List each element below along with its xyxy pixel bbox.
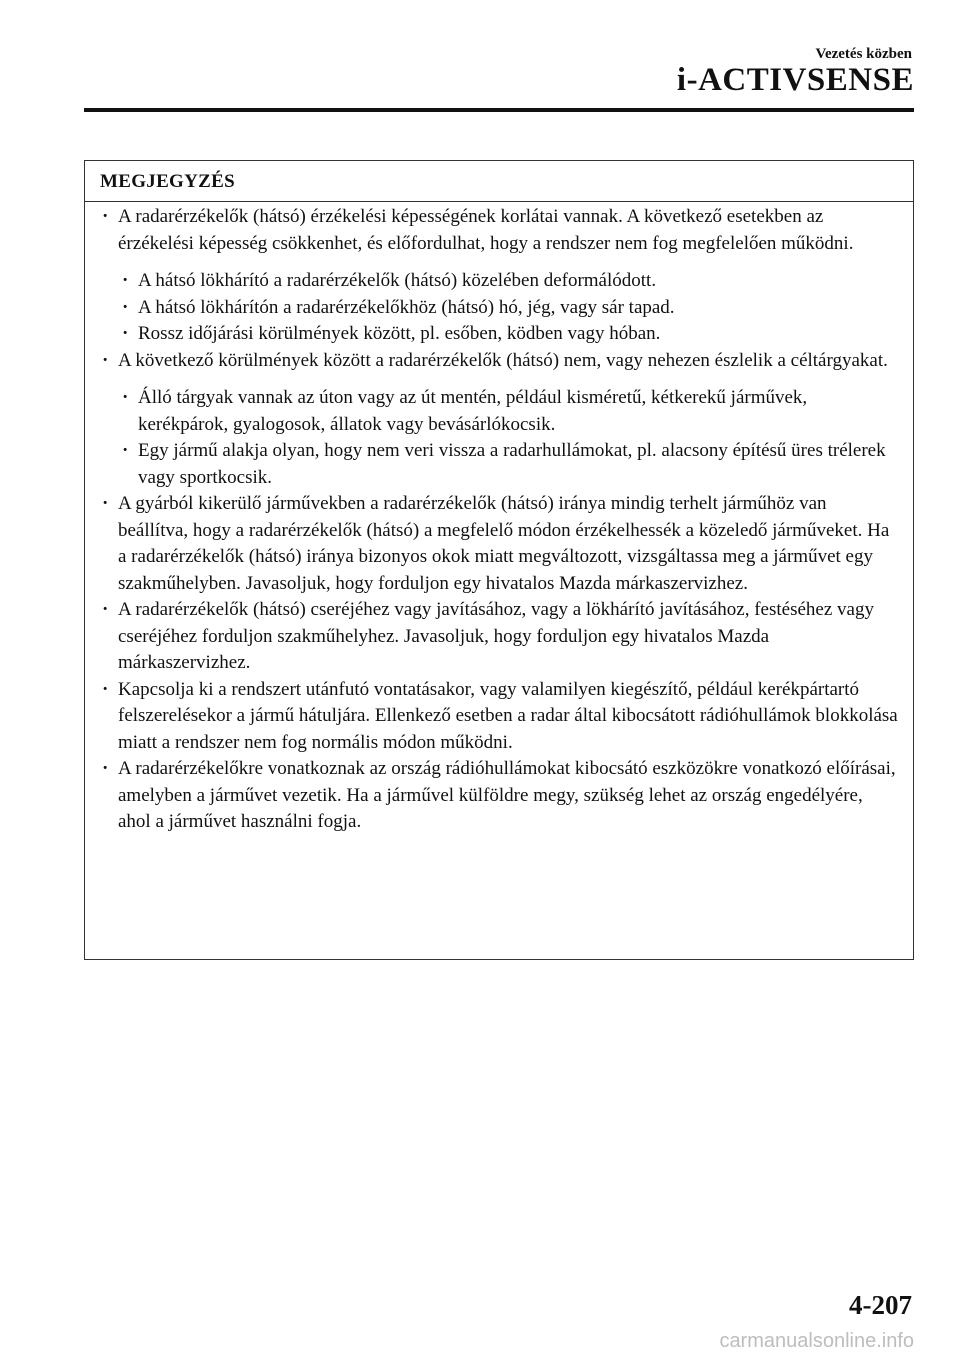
- chapter-title: i-ACTIVSENSE: [676, 62, 914, 98]
- list-item: · A radarérzékelők (hátsó) cseréjéhez vagy javításához, vagy a lökhárító javításához, festéséhez vagy cseréjéhez forduljon szakműhelyhez. Javasoljuk, hogy forduljon egy hivatalos Mazda márkaszervizhez.: [100, 597, 899, 677]
- header-divider: [84, 108, 914, 112]
- list-item: · A következő körülmények között a radarérzékelők (hátsó) nem, vagy nehezen észlelik a céltárgyakat.: [100, 348, 899, 375]
- sub-list-item: · A hátsó lökhárítón a radarérzékelőkhöz (hátsó) hó, jég, vagy sár tapad.: [120, 295, 899, 322]
- page-number: 4-207: [849, 1290, 912, 1320]
- sub-list-item: · A hátsó lökhárító a radarérzékelők (hátsó) közelében deformálódott.: [120, 268, 899, 295]
- note-heading: MEGJEGYZÉS: [85, 161, 913, 202]
- sub-list-item: · Rossz időjárási körülmények között, pl. esőben, ködben vagy hóban.: [120, 321, 899, 348]
- sub-list-item: · Álló tárgyak vannak az úton vagy az út mentén, például kisméretű, kétkerekű járművek, kerékpárok, gyalogosok, állatok vagy bevásárlókocsik.: [120, 385, 899, 438]
- list-item: · A radarérzékelők (hátsó) érzékelési képességének korlátai vannak. A következő esetekben az érzékelési képesség csökkenhet, és előfordulhat, hogy a rendszer nem fog megfelelően működni.: [100, 204, 899, 257]
- note-body: [85, 202, 913, 836]
- section-title: Vezetés közben: [815, 46, 912, 62]
- sub-list-item: · Egy jármű alakja olyan, hogy nem veri vissza a radarhullámokat, pl. alacsony építésű üres trélerek vagy sportkocsik.: [120, 438, 899, 491]
- list-item: · A radarérzékelőkre vonatkoznak az ország rádióhullámokat kibocsátó eszközökre vonatkozó előírásai, amelyben a járművet vezetik. Ha a járművel külföldre megy, szükség lehet az ország engedélyére, ahol a járművet használni fogja.: [100, 756, 899, 836]
- note-box: [84, 160, 914, 960]
- watermark: carmanualsonline.info: [719, 1330, 914, 1352]
- list-item: · A gyárból kikerülő járművekben a radarérzékelők (hátsó) iránya mindig terhelt járműhöz van beállítva, hogy a radarérzékelők (hátsó) a megfelelő módon érzékelhessék a közeledő járműveket. Ha a radarérzékelők (hátsó) iránya bizonyos okok miatt megváltozott, vizsgáltassa meg a járművet egy szakműhelyben. Javasoljuk, hogy forduljon egy hivatalos Mazda márkaszervizhez.: [100, 491, 899, 597]
- list-item: · Kapcsolja ki a rendszert utánfutó vontatásakor, vagy valamilyen kiegészítő, például kerékpártartó felszerelésekor a jármű hátuljára. Ellenkező esetben a radar által kibocsátott rádióhullámok blokkolása miatt a rendszer nem fog normális módon működni.: [100, 677, 899, 757]
